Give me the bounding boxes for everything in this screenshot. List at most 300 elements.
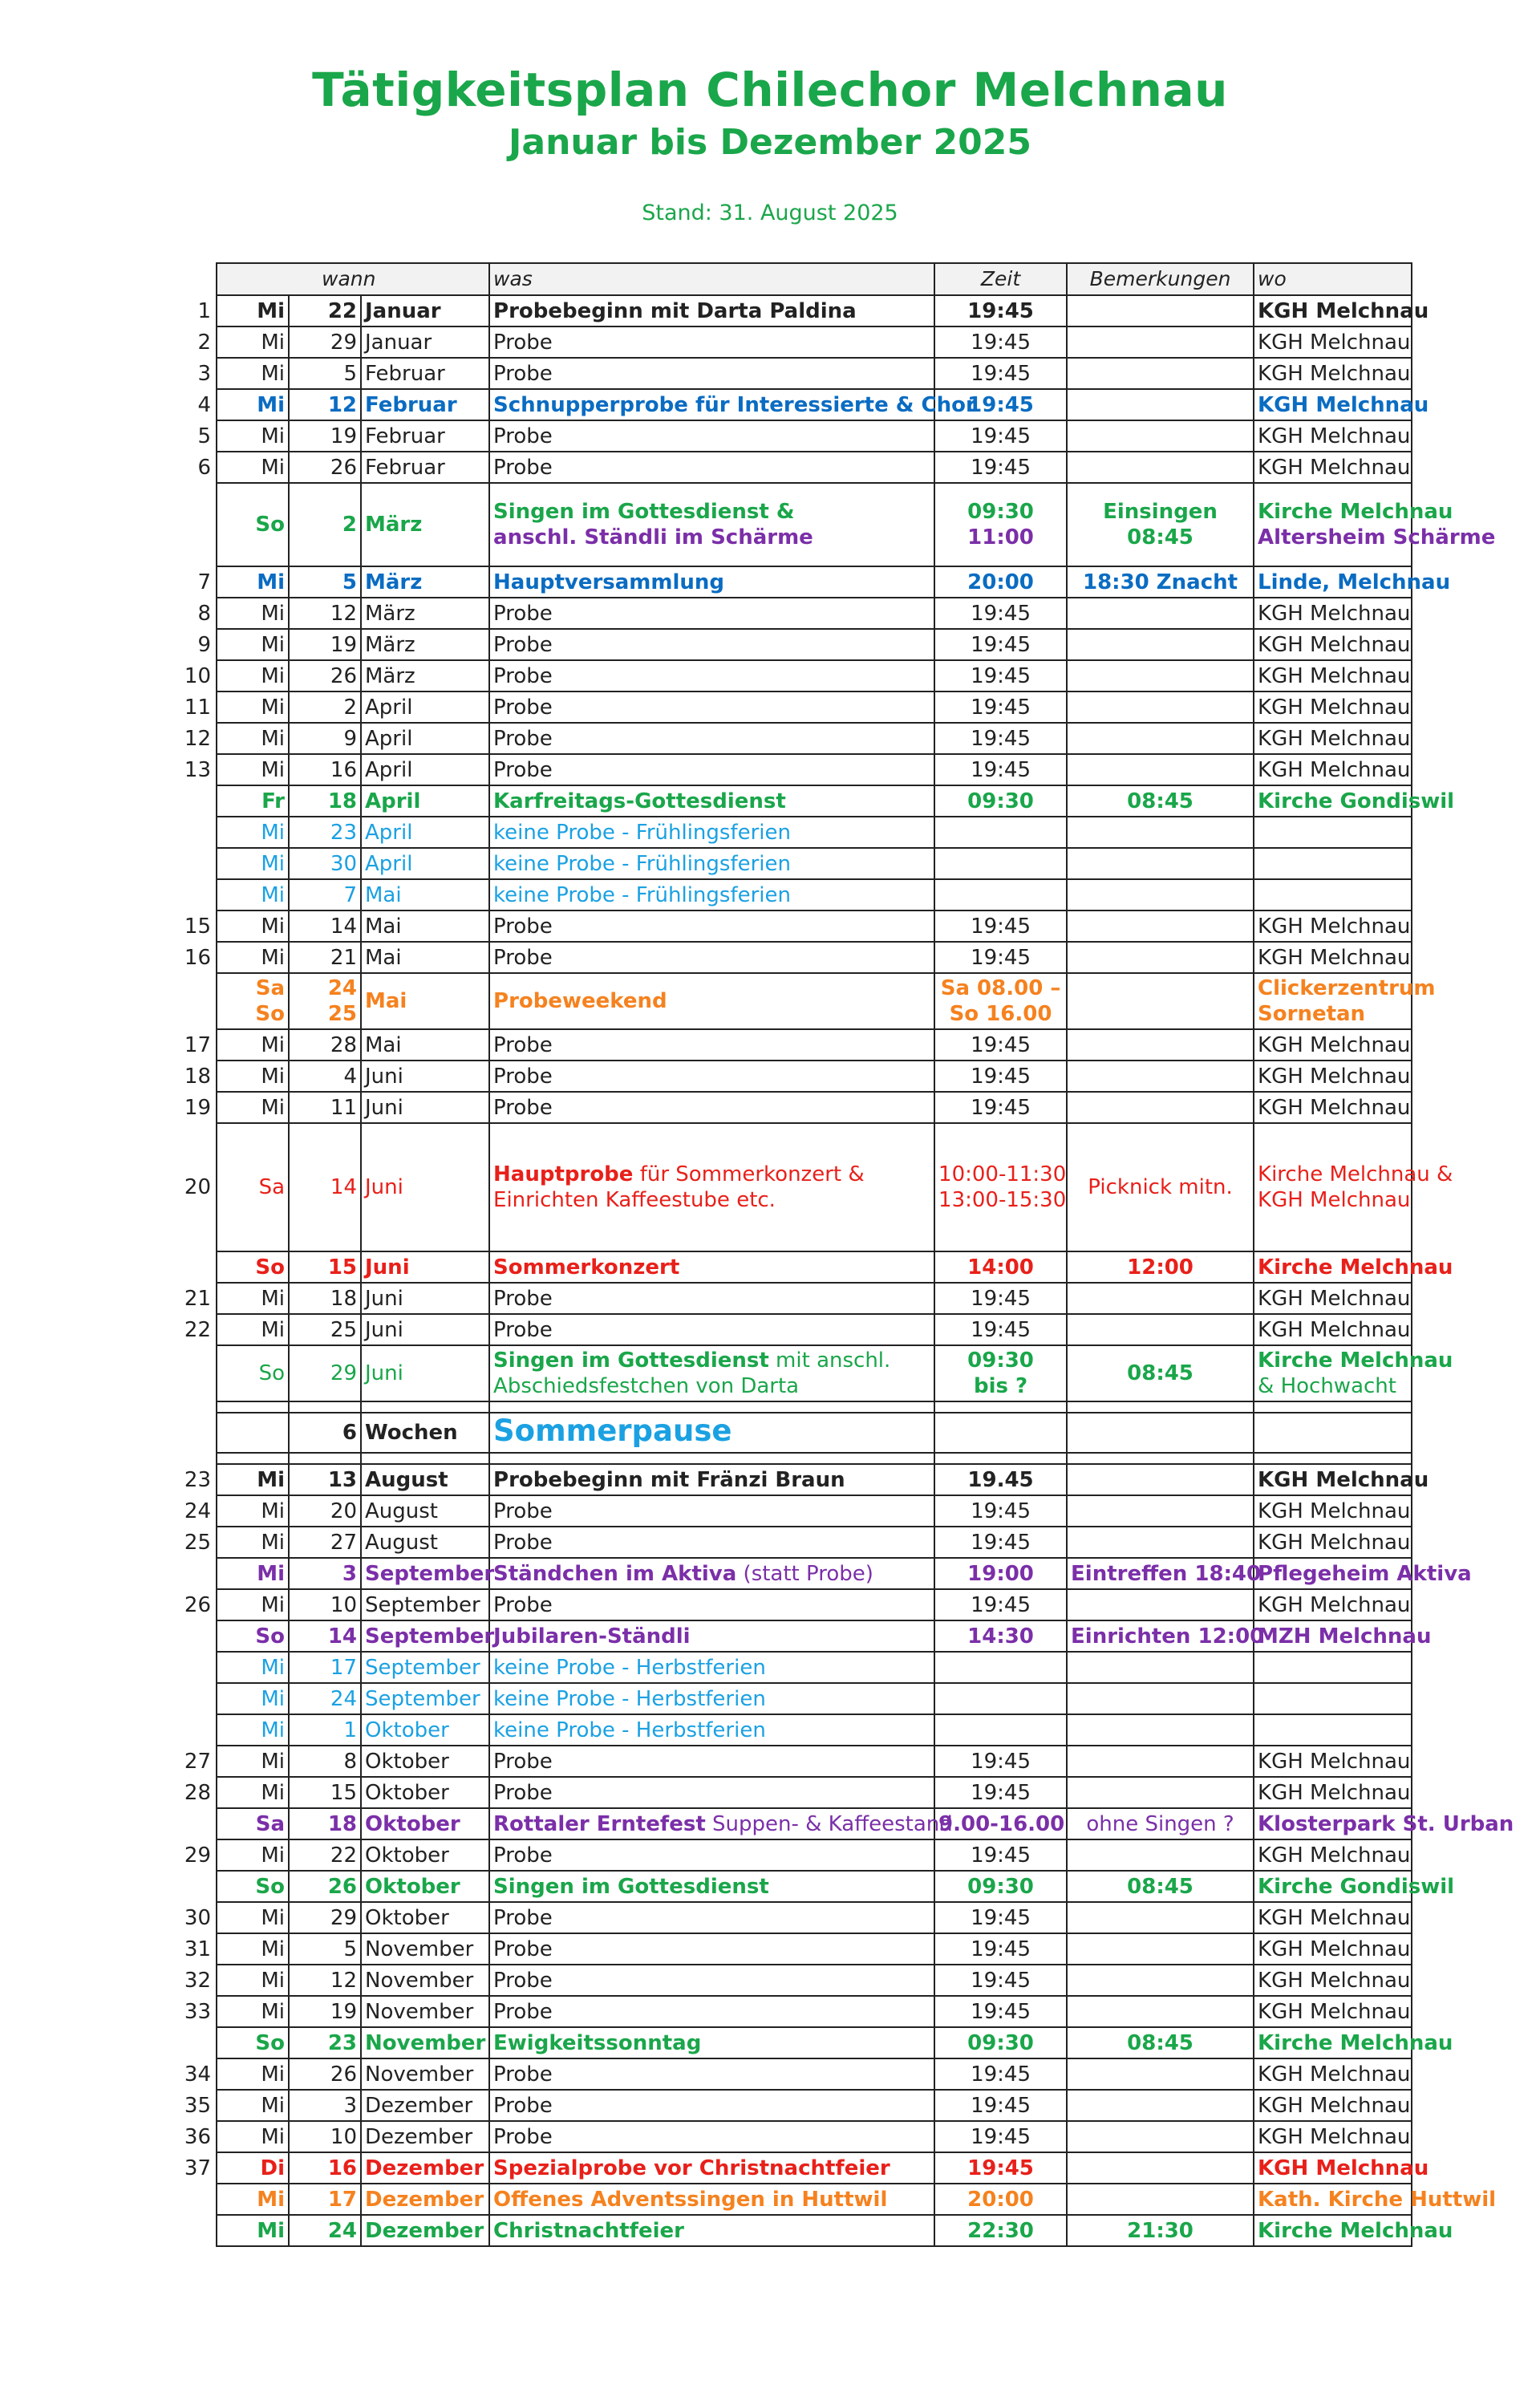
time-cell: 19:45	[934, 692, 1067, 723]
day-cell: 23	[289, 2027, 361, 2058]
activity-cell: keine Probe - Frühlingsferien	[489, 848, 934, 879]
month-cell: April	[361, 848, 489, 879]
remark-cell	[1067, 660, 1254, 692]
time-cell: 19:45	[934, 1933, 1067, 1965]
table-row	[146, 1527, 1412, 1558]
location-cell: KGH Melchnau	[1254, 1933, 1412, 1965]
time-2: 13:00-15:30	[938, 1188, 1067, 1212]
table-row	[146, 452, 1412, 483]
weekday-cell: Mi	[217, 1558, 289, 1589]
row-number: 15	[146, 911, 217, 942]
month-cell: September	[361, 1652, 489, 1683]
day-cell: 10	[289, 2121, 361, 2152]
time-cell: 09:30	[934, 1871, 1067, 1902]
weekday-cell: Mi	[217, 692, 289, 723]
row-number	[146, 2215, 217, 2246]
location-cell	[1254, 1123, 1453, 1251]
remark-cell	[1067, 1933, 1254, 1965]
remark-cell	[1067, 2152, 1254, 2184]
row-number	[146, 2027, 217, 2058]
month-cell: Oktober	[361, 1839, 489, 1871]
month-cell: Oktober	[361, 1746, 489, 1777]
row-number: 19	[146, 1092, 217, 1123]
month-cell: März	[361, 660, 489, 692]
activity-cell: Probe	[489, 326, 934, 358]
table-row	[146, 1965, 1412, 1996]
remark-cell	[1067, 1746, 1254, 1777]
remark: Einsingen	[1103, 500, 1218, 524]
weekday-cell: Mi	[217, 1029, 289, 1061]
time-cell: 19:45	[934, 358, 1067, 389]
activity-cell	[489, 1558, 934, 1589]
month-cell: April	[361, 754, 489, 785]
location: Kirche Melchnau	[1258, 500, 1453, 524]
month-cell: September	[361, 1589, 489, 1620]
time-cell: 19:45	[934, 1965, 1067, 1996]
day-cell: 11	[289, 1092, 361, 1123]
location-cell: KGH Melchnau	[1254, 1777, 1412, 1808]
activity-cell: Probe	[489, 1902, 934, 1933]
activity-cell: Probeweekend	[489, 973, 934, 1029]
location-cell: KGH Melchnau	[1254, 1495, 1412, 1527]
remark-cell	[1067, 1283, 1254, 1314]
month-cell: Juni	[361, 1345, 489, 1401]
activity-cell: Spezialprobe vor Christnachtfeier	[489, 2152, 934, 2184]
time-cell: 19:45	[934, 295, 1067, 326]
day-cell: 9	[289, 723, 361, 754]
row-number: 26	[146, 1589, 217, 1620]
weekday-cell: Mi	[217, 1933, 289, 1965]
row-number: 28	[146, 1777, 217, 1808]
day-cell: 16	[289, 754, 361, 785]
weekday-cell: Mi	[217, 1061, 289, 1092]
day-2: 25	[327, 1002, 357, 1026]
time: Sa 08.00 –	[940, 976, 1061, 1000]
location-cell: Kirche Melchnau	[1254, 2027, 1412, 2058]
remark-cell	[1067, 2184, 1254, 2215]
remark-cell: 08:45	[1067, 785, 1254, 817]
day-cell: 30	[289, 848, 361, 879]
time-cell: 19:45	[934, 1061, 1067, 1092]
location-2: Sornetan	[1258, 1002, 1366, 1026]
row-number	[146, 785, 217, 817]
weekday-cell: Mi	[217, 2090, 289, 2121]
remark-cell: 21:30	[1067, 2215, 1254, 2246]
spacer-row	[146, 1453, 1412, 1464]
month-cell: August	[361, 1495, 489, 1527]
time-cell: 19:45	[934, 1495, 1067, 1527]
weekday-cell: Mi	[217, 879, 289, 911]
day-cell: 7	[289, 879, 361, 911]
activity-cell: Jubilaren-Ständli	[489, 1620, 934, 1652]
row-number	[146, 1558, 217, 1589]
time-cell	[934, 1714, 1067, 1746]
table-row	[146, 1092, 1412, 1123]
weekday-cell: Mi	[217, 660, 289, 692]
time-cell	[934, 1683, 1067, 1714]
table-row	[146, 1871, 1412, 1902]
remark-cell	[1067, 1464, 1254, 1495]
time-cell: 19:45	[934, 1029, 1067, 1061]
table-row	[146, 1123, 1412, 1251]
time-cell: 19:45	[934, 2058, 1067, 2090]
activity-cell: Probe	[489, 1996, 934, 2027]
activity-cell	[489, 1345, 934, 1401]
weekday-cell: Fr	[217, 785, 289, 817]
time-cell: 19:45	[934, 1092, 1067, 1123]
activity-cell: Probe	[489, 1746, 934, 1777]
weekday-cell: Mi	[217, 1746, 289, 1777]
month-cell: März	[361, 598, 489, 629]
weekday-cell: Mi	[217, 295, 289, 326]
table-row	[146, 973, 1412, 1029]
month-cell: August	[361, 1464, 489, 1495]
spacer-row	[146, 1401, 1412, 1413]
month-cell: Oktober	[361, 1808, 489, 1839]
time-cell: 19:45	[934, 660, 1067, 692]
month-cell: Februar	[361, 389, 489, 420]
location-cell	[1254, 848, 1412, 879]
month-cell: April	[361, 692, 489, 723]
time-cell	[934, 1123, 1067, 1251]
day-cell: 3	[289, 2090, 361, 2121]
day-cell: 18	[289, 1808, 361, 1839]
remark-cell: Picknick mitn.	[1067, 1123, 1254, 1251]
day-cell: 12	[289, 1965, 361, 1996]
weekday-cell: Mi	[217, 1283, 289, 1314]
schedule-table	[146, 262, 1514, 2247]
location-cell: Kath. Kirche Huttwil	[1254, 2184, 1412, 2215]
activity-cell	[489, 1123, 934, 1251]
time-cell: 19:45	[934, 2121, 1067, 2152]
weekday-cell: Mi	[217, 1314, 289, 1345]
row-number: 33	[146, 1996, 217, 2027]
table-row	[146, 629, 1412, 660]
weekday-cell: Mi	[217, 420, 289, 452]
time-cell: 19:45	[934, 629, 1067, 660]
table-row	[146, 911, 1412, 942]
header-wann: wann	[217, 263, 489, 295]
location-cell: KGH Melchnau	[1254, 1746, 1412, 1777]
weekday-2: So	[255, 1002, 285, 1026]
weekday-cell: Mi	[217, 389, 289, 420]
day-cell: 25	[289, 1314, 361, 1345]
activity-cell: Probe	[489, 1965, 934, 1996]
weekday-cell: So	[217, 483, 289, 566]
time-cell: 19:45	[934, 911, 1067, 942]
location: Kirche Melchnau	[1258, 1349, 1453, 1373]
row-number: 20	[146, 1123, 217, 1251]
weekday-cell: So	[217, 1345, 289, 1401]
table-row	[146, 326, 1412, 358]
weekday-cell: Mi	[217, 848, 289, 879]
weekday-cell: Mi	[217, 1683, 289, 1714]
location-cell: KGH Melchnau	[1254, 911, 1412, 942]
row-number: 4	[146, 389, 217, 420]
location-cell	[1254, 973, 1436, 1029]
location-cell: KGH Melchnau	[1254, 389, 1412, 420]
month-cell: Januar	[361, 326, 489, 358]
row-number: 21	[146, 1283, 217, 1314]
time-cell: 19:45	[934, 389, 1067, 420]
remark-cell: 08:45	[1067, 1345, 1254, 1401]
day-cell: 13	[289, 1464, 361, 1495]
row-number: 16	[146, 942, 217, 973]
remark-cell	[1067, 1777, 1254, 1808]
activity-cell	[489, 483, 934, 566]
location-cell: KGH Melchnau	[1254, 754, 1412, 785]
weekday-cell: Mi	[217, 452, 289, 483]
table-row	[146, 942, 1412, 973]
location-cell	[1254, 1714, 1412, 1746]
activity-cell: Probe	[489, 942, 934, 973]
remark-cell	[1067, 879, 1254, 911]
remark-cell	[1067, 420, 1254, 452]
weekday-cell	[217, 1413, 289, 1453]
weekday-cell: Di	[217, 2152, 289, 2184]
activity-cell: keine Probe - Herbstferien	[489, 1683, 934, 1714]
remark-2: 08:45	[1127, 525, 1194, 550]
weekday-cell: Mi	[217, 1589, 289, 1620]
month-cell: Mai	[361, 1029, 489, 1061]
table-row	[146, 1652, 1412, 1683]
month-cell: November	[361, 1933, 489, 1965]
activity-cell: Probe	[489, 358, 934, 389]
remark-cell	[1067, 483, 1254, 566]
time-cell: 09:30	[934, 785, 1067, 817]
table-row	[146, 1746, 1412, 1777]
activity-cell: Ewigkeitssonntag	[489, 2027, 934, 2058]
remark-cell	[1067, 1714, 1254, 1746]
day-cell: 2	[289, 692, 361, 723]
activity-bold: Rottaler Erntefest	[493, 1811, 706, 1836]
row-number	[146, 1871, 217, 1902]
day-cell: 29	[289, 1902, 361, 1933]
time-cell: 19:45	[934, 1839, 1067, 1871]
month-cell: Dezember	[361, 2152, 489, 2184]
table-row	[146, 723, 1412, 754]
day-cell: 23	[289, 817, 361, 848]
time-cell: 19.45	[934, 1464, 1067, 1495]
header-bemerkungen: Bemerkungen	[1067, 263, 1254, 295]
activity-cell: Probe	[489, 723, 934, 754]
remark-cell	[1067, 942, 1254, 973]
row-number: 2	[146, 326, 217, 358]
time-cell: 19:45	[934, 452, 1067, 483]
location-cell: KGH Melchnau	[1254, 1996, 1412, 2027]
activity-cell: Probe	[489, 452, 934, 483]
location-cell: KGH Melchnau	[1254, 326, 1412, 358]
activity-text: (statt Probe)	[736, 1561, 873, 1586]
time-cell: 19:45	[934, 723, 1067, 754]
remark-cell: Eintreffen 18:40	[1067, 1558, 1254, 1589]
activity-cell	[489, 1413, 934, 1453]
stand-date: Stand: 31. August 2025	[642, 201, 898, 225]
remark-cell: 08:45	[1067, 1871, 1254, 1902]
location-cell: KGH Melchnau	[1254, 1092, 1412, 1123]
day-cell: 19	[289, 1996, 361, 2027]
day-cell: 8	[289, 1746, 361, 1777]
weekday-cell: Mi	[217, 1777, 289, 1808]
time-2: bis ?	[973, 1374, 1028, 1398]
activity-text-2: anschl. Ständli im Schärme	[493, 525, 813, 550]
location-2: KGH Melchnau	[1258, 1188, 1411, 1212]
activity-cell: keine Probe - Frühlingsferien	[489, 817, 934, 848]
month-cell: Mai	[361, 973, 489, 1029]
month-cell: April	[361, 723, 489, 754]
weekday-cell: Mi	[217, 1902, 289, 1933]
month-cell: Juni	[361, 1251, 489, 1283]
activity-cell: Probe	[489, 2121, 934, 2152]
time-cell	[934, 483, 1067, 566]
row-number	[146, 1620, 217, 1652]
activity-cell: Hauptversammlung	[489, 566, 934, 598]
location-cell: KGH Melchnau	[1254, 660, 1412, 692]
day-cell: 10	[289, 1589, 361, 1620]
table-row	[146, 1283, 1412, 1314]
month-cell: März	[361, 483, 489, 566]
month-cell: Juni	[361, 1123, 489, 1251]
row-number: 5	[146, 420, 217, 452]
activity-cell	[489, 1808, 953, 1839]
month-cell: September	[361, 1558, 489, 1589]
month-cell: November	[361, 1996, 489, 2027]
month-cell: Februar	[361, 452, 489, 483]
weekday-cell: So	[217, 1251, 289, 1283]
table-row	[146, 879, 1412, 911]
month-cell: Mai	[361, 911, 489, 942]
day-cell: 12	[289, 389, 361, 420]
day-cell: 19	[289, 420, 361, 452]
location-cell: KGH Melchnau	[1254, 692, 1412, 723]
table-row	[146, 566, 1412, 598]
time-cell: 14:00	[934, 1251, 1067, 1283]
day-cell: 19	[289, 629, 361, 660]
document-subtitle: Januar bis Dezember 2025	[509, 122, 1031, 163]
day-cell: 20	[289, 1495, 361, 1527]
weekday-cell: So	[217, 1620, 289, 1652]
row-number	[146, 1345, 217, 1401]
activity-cell: Probe	[489, 1029, 934, 1061]
remark-cell	[1067, 358, 1254, 389]
month-cell: Mai	[361, 879, 489, 911]
activity-cell: Probe	[489, 1589, 934, 1620]
table-header	[146, 263, 1412, 295]
activity-cell: keine Probe - Herbstferien	[489, 1652, 934, 1683]
time-cell: 19:45	[934, 326, 1067, 358]
row-number	[146, 1808, 217, 1839]
remark-cell	[1067, 1061, 1254, 1092]
time-cell	[934, 1652, 1067, 1683]
location-cell: Klosterpark St. Urban	[1254, 1808, 1412, 1839]
time-cell: 19:45	[934, 2090, 1067, 2121]
location-2: & Hochwacht	[1258, 1374, 1396, 1398]
month-cell: März	[361, 566, 489, 598]
activity-bold: Hauptprobe	[493, 1162, 634, 1186]
weekday-cell: Mi	[217, 1714, 289, 1746]
location-cell: KGH Melchnau	[1254, 2090, 1412, 2121]
weekday-cell: Mi	[217, 2058, 289, 2090]
remark-cell	[1067, 598, 1254, 629]
table-row	[146, 2184, 1412, 2215]
row-number	[146, 2184, 217, 2215]
month-cell: Oktober	[361, 1777, 489, 1808]
activity-cell: Probe	[489, 598, 934, 629]
time-cell	[934, 973, 1067, 1029]
month-cell: November	[361, 1965, 489, 1996]
table-row	[146, 2027, 1412, 2058]
location-cell	[1254, 817, 1412, 848]
row-number	[146, 483, 217, 566]
location: Clickerzentrum	[1258, 976, 1436, 1000]
activity-cell: Karfreitags-Gottesdienst	[489, 785, 934, 817]
day-cell: 15	[289, 1777, 361, 1808]
weekday-cell: Mi	[217, 723, 289, 754]
table-row	[146, 420, 1412, 452]
day-cell: 29	[289, 1345, 361, 1401]
location: Kirche Melchnau &	[1258, 1162, 1453, 1186]
time-cell: 19:45	[934, 2152, 1067, 2184]
day-cell: 26	[289, 452, 361, 483]
day-cell: 5	[289, 358, 361, 389]
location-cell: KGH Melchnau	[1254, 1464, 1412, 1495]
weekday-cell: So	[217, 2027, 289, 2058]
table-row	[146, 483, 1412, 566]
row-number: 37	[146, 2152, 217, 2184]
table-row	[146, 1902, 1412, 1933]
table-row	[146, 2090, 1412, 2121]
activity-cell: Probe	[489, 1092, 934, 1123]
location-cell	[1254, 1683, 1412, 1714]
location-cell: KGH Melchnau	[1254, 1283, 1412, 1314]
weekday-cell: Mi	[217, 629, 289, 660]
location-cell: KGH Melchnau	[1254, 942, 1412, 973]
month-cell: Dezember	[361, 2090, 489, 2121]
time-cell	[934, 879, 1067, 911]
row-number	[146, 1683, 217, 1714]
month-cell: Februar	[361, 358, 489, 389]
month-cell: Januar	[361, 295, 489, 326]
month-cell: Dezember	[361, 2215, 489, 2246]
table-row	[146, 692, 1412, 723]
location-cell: KGH Melchnau	[1254, 723, 1412, 754]
row-number: 10	[146, 660, 217, 692]
table-row	[146, 1029, 1412, 1061]
location-2: Altersheim Schärme	[1258, 525, 1496, 550]
row-number	[146, 1714, 217, 1746]
weekday-cell: Mi	[217, 358, 289, 389]
table-row	[146, 1839, 1412, 1871]
day-cell: 17	[289, 2184, 361, 2215]
activity-cell: Probe	[489, 2090, 934, 2121]
time-cell: 19:45	[934, 1314, 1067, 1345]
table-row	[146, 1808, 1412, 1839]
weekday-cell: Mi	[217, 2215, 289, 2246]
table-row	[146, 848, 1412, 879]
activity-cell: Probe	[489, 692, 934, 723]
day-cell: 26	[289, 1871, 361, 1902]
row-number: 35	[146, 2090, 217, 2121]
activity-cell: Probe	[489, 420, 934, 452]
activity-cell: Probe	[489, 1495, 934, 1527]
location-cell	[1254, 1652, 1412, 1683]
table-row	[146, 1345, 1412, 1401]
table-row	[146, 1996, 1412, 2027]
month-cell: Februar	[361, 420, 489, 452]
time: 09:30	[967, 1349, 1034, 1373]
weekday-cell: Sa	[217, 1123, 289, 1251]
time: 09:30	[967, 500, 1034, 524]
